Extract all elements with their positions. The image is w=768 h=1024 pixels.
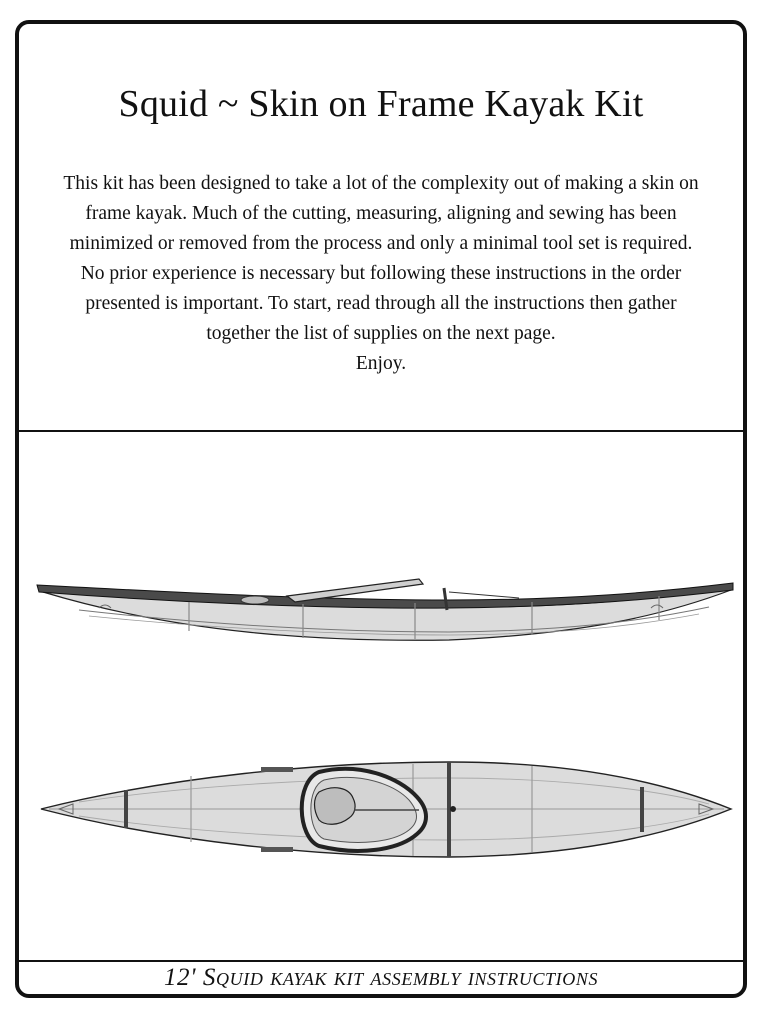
intro-section [19,24,743,434]
page-frame [15,20,747,998]
intro-line: frame kayak. Much of the cutting, measuring, aligning and sewing has been [85,203,677,224]
kayak-illustration [19,432,747,960]
intro-line: No prior experience is necessary but following these instructions in the order [80,263,682,284]
intro-line: This kit has been designed to take a lot of the complexity out of making a skin on [63,173,699,194]
footer-divider [19,960,743,962]
page-title: Squid ~ Skin on Frame Kayak Kit [118,83,644,125]
footer-caption: 12' Squid kayak kit assembly instructions [163,964,599,991]
kayak-side-view [37,579,733,640]
kayak-top-view [41,762,731,857]
intro-line: presented is important. To start, read through all the instructions then gather [85,293,677,314]
kayak-drawing-panel [19,432,743,960]
intro-line: together the list of supplies on the next page. [206,323,556,344]
intro-line: minimized or removed from the process and only a minimal tool set is required. [69,233,693,254]
intro-closing: Enjoy. [355,353,407,374]
intro-paragraph [37,169,725,379]
